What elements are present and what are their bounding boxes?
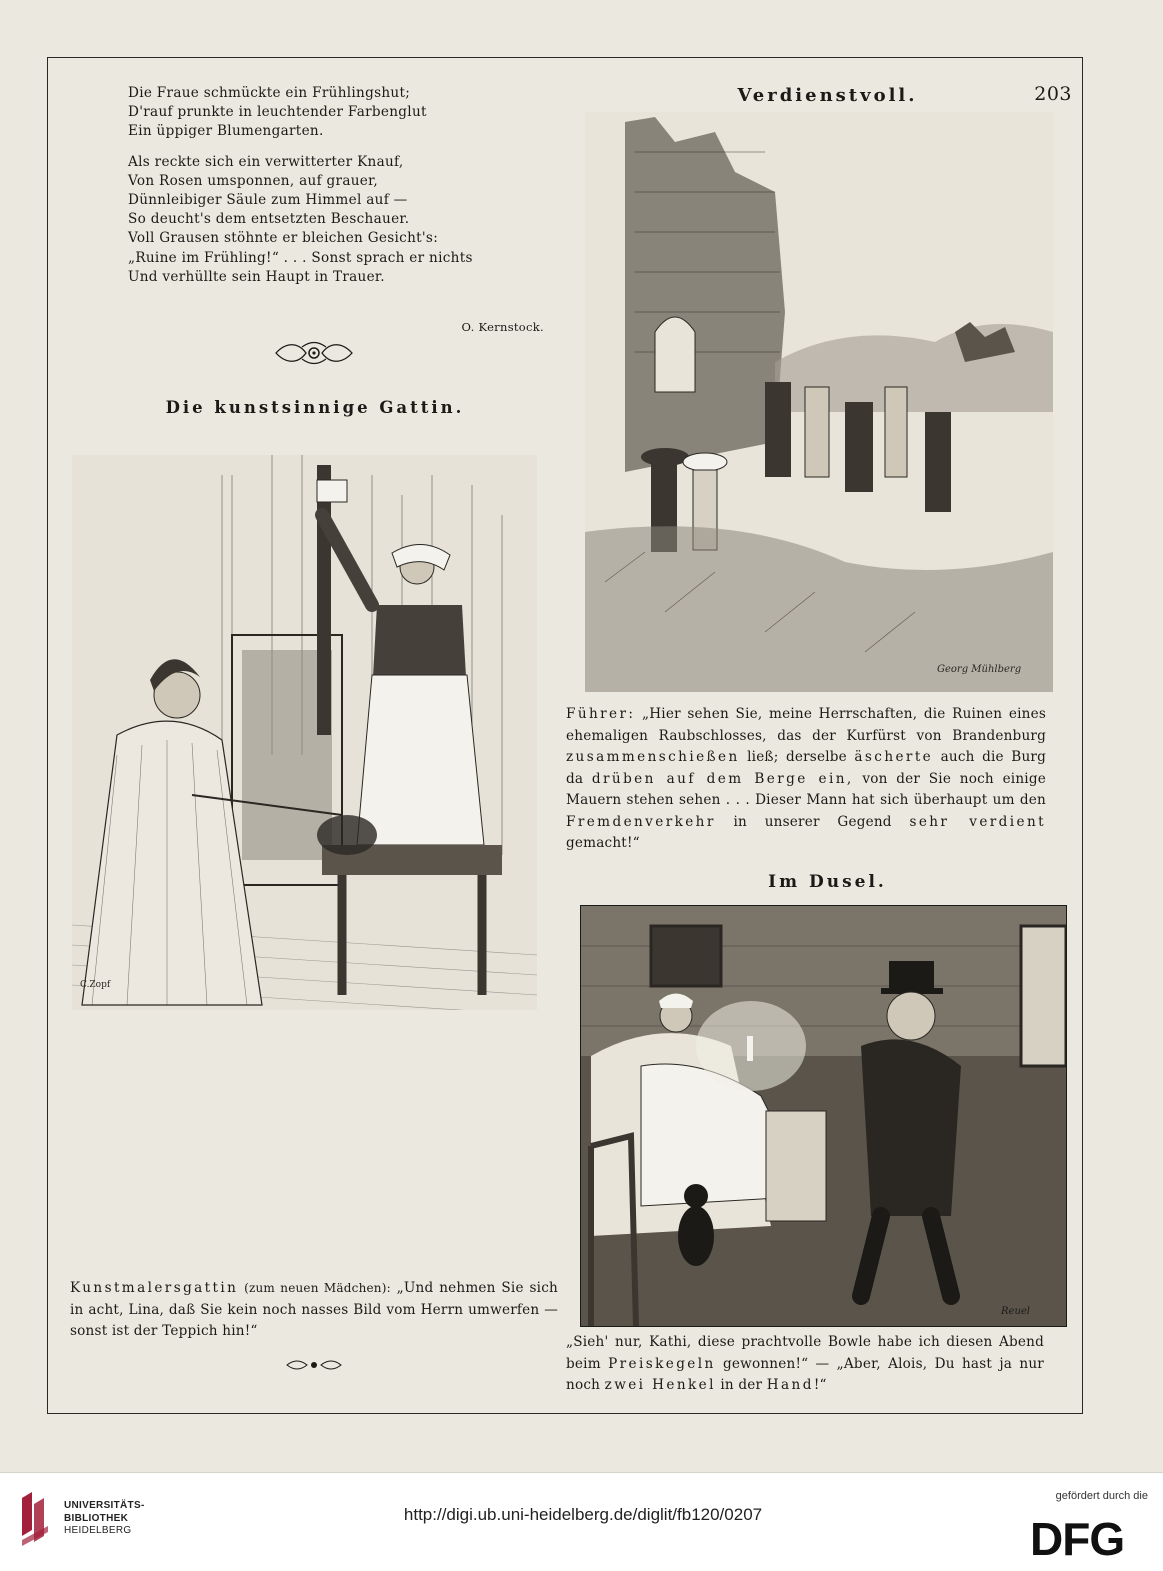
university-library-logo-icon (18, 1490, 54, 1554)
right-top-illustration-signature: Georg Mühlberg (937, 664, 1022, 675)
institution-name (64, 1500, 145, 1538)
caption-text: von der Sie noch einige Mauern stehen sehen . . . Dieser Mann hat sich überhaupt um den (566, 770, 1047, 808)
right-bottom-article-title: Im Dusel. (768, 872, 887, 892)
dfg-logo-text: DFG (1030, 1515, 1125, 1559)
poem-line: Von Rosen umsponnen, auf grauer, (128, 172, 379, 189)
right-top-article-title: Verdienstvoll. (737, 85, 918, 106)
caption-text: gemacht!“ (566, 835, 640, 851)
funded-by-label: gefördert durch die (1055, 1490, 1148, 1502)
poem (128, 84, 548, 298)
caption-text: !“ (813, 1377, 827, 1393)
left-illustration-signature: C.Zopf (80, 980, 111, 990)
poem-line: Als reckte sich ein verwitterter Knauf, (128, 153, 404, 170)
caption-text: auch die Burg da (566, 749, 1047, 787)
poem-line: Und verhüllte sein Haupt in Trauer. (128, 268, 385, 285)
caption-text: „Hier sehen Sie, meine Herrschaften, die Ruinen eines ehemaligen Raubschlosses, das der Kurfürst von Brandenburg (566, 706, 1046, 744)
right-bottom-illustration-signature: Reuel (1001, 1306, 1031, 1317)
caption-emphasis: Preiskegeln (608, 1355, 716, 1372)
illustration-maid-cleaning-painting (72, 455, 537, 1010)
caption-emphasis: drüben auf dem Berge ein, (591, 770, 854, 787)
ornament-divider-icon (272, 340, 356, 366)
poem-line: Die Fraue schmückte ein Frühlingshut; (128, 85, 411, 101)
poem-line: Ein üppiger Blumengarten. (128, 123, 324, 140)
poem-stanza-2 (128, 153, 548, 287)
poem-stanza-1 (128, 84, 548, 142)
left-article-caption (70, 1278, 558, 1343)
caption-text: ließ; derselbe (747, 749, 847, 765)
caption-emphasis: sehr verdient (909, 813, 1046, 830)
small-ornament-icon (285, 1357, 343, 1373)
institution-line-3: HEIDELBERG (64, 1525, 132, 1536)
caption-text: „Sieh' nur, Kathi, diese prachtvolle Bowle habe ich diesen Abend beim (566, 1334, 1044, 1372)
caption-stage-direction: (zum neuen Mädchen): (244, 1281, 391, 1295)
permalink-url[interactable]: http://digi.ub.uni-heidelberg.de/diglit/fb120/0207 (403, 1505, 763, 1524)
dfg-logo (1030, 1515, 1148, 1559)
caption-text: „Und nehmen Sie sich in acht, Lina, daß Sie kein noch nasses Bild vom Herrn umwerfen — sonst ist der Teppich hin!“ (70, 1280, 558, 1339)
right-top-article-caption (566, 704, 1046, 855)
poem-line: „Ruine im Frühling!“ . . . Sonst sprach er nichts (128, 249, 473, 266)
caption-speaker: Führer: (566, 706, 636, 722)
caption-speaker: Kunstmalersgattin (70, 1280, 239, 1296)
poem-line: Dünnleibiger Säule zum Himmel auf — (128, 192, 408, 209)
caption-emphasis: zusammenschießen (566, 749, 740, 765)
caption-text: gewonnen!“ — „Aber, Alois, Du hast ja nur noch (566, 1355, 1044, 1393)
institution-line-1: UNIVERSITÄTS- (64, 1500, 145, 1511)
illustration-bedroom-scene (580, 905, 1067, 1327)
right-bottom-article-caption (566, 1332, 1044, 1397)
institution-line-2: BIBLIOTHEK (64, 1512, 129, 1524)
caption-emphasis: Hand (766, 1377, 814, 1393)
poem-author: O. Kernstock. (461, 320, 544, 334)
caption-emphasis: Fremdenverkehr (566, 813, 716, 830)
caption-emphasis: zwei Henkel (604, 1377, 716, 1393)
page-number: 203 (1034, 83, 1072, 105)
left-article-title: Die kunstsinnige Gattin. (165, 398, 465, 417)
caption-text: in unserer Gegend (733, 813, 892, 830)
caption-emphasis: äscherte (854, 749, 934, 765)
poem-line: So deucht's dem entsetzten Beschauer. (128, 211, 410, 228)
caption-text: in der (720, 1377, 763, 1393)
poem-line: Voll Grausen stöhnte er bleichen Gesicht's: (128, 230, 439, 247)
illustration-castle-ruins-tour (585, 112, 1053, 692)
poem-line: D'rauf prunkte in leuchtender Farbenglut (128, 104, 427, 121)
